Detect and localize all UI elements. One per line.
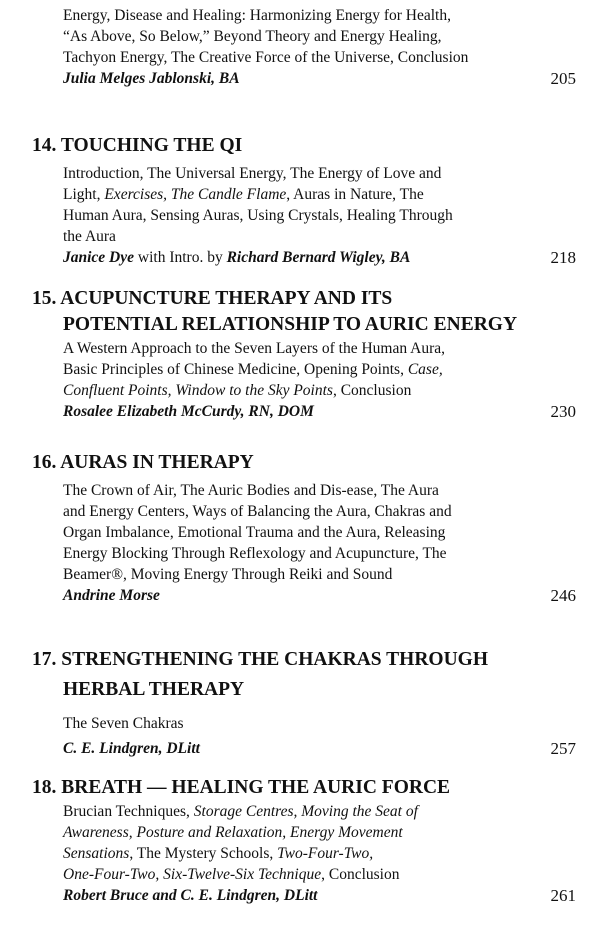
topic-list (0, 338, 518, 401)
page-number: 230 (550, 402, 576, 421)
chapter-heading (0, 645, 600, 675)
topic-line (63, 338, 518, 359)
topic-line (63, 822, 518, 843)
topic-text-italic: Storage Centres, Moving the Seat of (193, 803, 418, 820)
topic-line (63, 501, 518, 522)
topic-line (63, 359, 518, 380)
author-line (0, 885, 600, 906)
chapter-title: POTENTIAL RELATIONSHIP TO AURIC ENERGY (63, 314, 518, 335)
topic-line (63, 380, 518, 401)
toc-entry-17 (0, 645, 600, 759)
topic-line (63, 564, 518, 585)
toc-entry-continuation (0, 5, 600, 89)
author-line (0, 738, 600, 759)
topic-list (0, 5, 518, 68)
topic-text: Basic Principles of Chinese Medicine, Opening Points, (63, 361, 408, 378)
chapter-heading (0, 450, 600, 476)
author-name: Julia Melges Jablonski, BA (63, 70, 240, 87)
topic-line (63, 163, 518, 184)
topic-text: , Conclusion (332, 382, 412, 399)
chapter-title: STRENGTHENING THE CHAKRAS THROUGH (61, 649, 488, 670)
page-number: 261 (550, 886, 576, 905)
chapter-title: TOUCHING THE QI (60, 135, 243, 156)
chapter-number: 17. (32, 649, 57, 670)
topic-line (63, 205, 518, 226)
author-line (0, 585, 600, 606)
topic-list (0, 801, 518, 885)
topic-text: Introduction, The Universal Energy, The Energy of Love and (63, 165, 442, 182)
topic-text: , Auras in Nature, The (286, 186, 424, 203)
topic-text-italic: Two-Four-Two, (277, 845, 374, 862)
author-line (0, 68, 600, 89)
topic-text: “As Above, So Below,” Beyond Theory and Energy Healing, (63, 28, 442, 45)
topic-text-italic: Confluent Points, Window to the Sky Points (63, 382, 333, 399)
toc-entry-14 (0, 133, 600, 268)
author-name: Robert Bruce and C. E. Lindgren, DLitt (63, 887, 318, 904)
topic-list (0, 480, 518, 585)
topic-text: Brucian Techniques, (63, 803, 194, 820)
chapter-title: AURAS IN THERAPY (60, 452, 254, 473)
page-number: 205 (550, 69, 576, 88)
topic-line (63, 864, 518, 885)
topic-text-italic: Exercises, The Candle Flame (104, 186, 287, 203)
author-name: Rosalee Elizabeth McCurdy, RN, DOM (63, 403, 314, 420)
topic-text: , Conclusion (321, 866, 400, 883)
topic-line (63, 47, 518, 68)
topic-text: Energy Blocking Through Reflexology and Acupuncture, The (63, 545, 447, 562)
author-connector: with Intro. by (134, 249, 227, 266)
page-number: 246 (550, 586, 576, 605)
topic-line (63, 480, 518, 501)
author-name: C. E. Lindgren, DLitt (63, 740, 200, 757)
topic-list (0, 713, 518, 734)
chapter-heading-continued (0, 312, 600, 338)
topic-text: The Seven Chakras (63, 715, 184, 732)
author-line (0, 247, 600, 268)
topic-text-italic: Case, (407, 361, 443, 378)
topic-text-italic: Awareness, Posture and Relaxation, Energy Movement (63, 824, 403, 841)
chapter-number: 14. (32, 135, 57, 156)
topic-line (63, 843, 518, 864)
topic-line (63, 713, 518, 734)
topic-text-italic: One-Four-Two, Six-Twelve-Six Technique (63, 866, 322, 883)
chapter-heading (0, 133, 600, 159)
topic-text: the Aura (63, 228, 116, 245)
topic-text-italic: Sensations (63, 845, 130, 862)
chapter-heading-continued (0, 675, 600, 705)
topic-line (63, 543, 518, 564)
topic-list (0, 163, 518, 247)
topic-line (63, 184, 518, 205)
topic-line (63, 226, 518, 247)
chapter-number: 18. (32, 777, 57, 798)
topic-line (63, 26, 518, 47)
topic-line (63, 522, 518, 543)
chapter-number: 16. (32, 452, 57, 473)
topic-text: Light, (63, 186, 105, 203)
topic-text: Human Aura, Sensing Auras, Using Crystals, Healing Through (63, 207, 453, 224)
topic-text: Tachyon Energy, The Creative Force of the Universe, Conclusion (63, 49, 469, 66)
chapter-heading (0, 775, 600, 801)
topic-text: Energy, Disease and Healing: Harmonizing Energy for Health, (63, 7, 451, 24)
toc-entry-18 (0, 775, 600, 906)
author-name: Andrine Morse (63, 587, 160, 604)
topic-text: , The Mystery Schools, (129, 845, 278, 862)
author-line (0, 401, 600, 422)
topic-text: Organ Imbalance, Emotional Trauma and the Aura, Releasing (63, 524, 446, 541)
topic-line (63, 801, 518, 822)
topic-line (63, 5, 518, 26)
page-number: 218 (550, 248, 576, 267)
chapter-title: ACUPUNCTURE THERAPY AND ITS (60, 288, 393, 309)
chapter-title: HERBAL THERAPY (63, 679, 245, 700)
chapter-title: BREATH — HEALING THE AURIC FORCE (61, 777, 451, 798)
toc-entry-16 (0, 450, 600, 606)
toc-entry-15 (0, 286, 600, 422)
topic-text: Beamer®, Moving Energy Through Reiki and Sound (63, 566, 393, 583)
author-name: Richard Bernard Wigley, BA (226, 249, 411, 266)
chapter-number: 15. (32, 288, 57, 309)
topic-text: and Energy Centers, Ways of Balancing the Aura, Chakras and (63, 503, 452, 520)
topic-text: A Western Approach to the Seven Layers of the Human Aura, (63, 340, 445, 357)
author-name: Janice Dye (63, 249, 135, 266)
page-number: 257 (550, 739, 576, 758)
topic-text: The Crown of Air, The Auric Bodies and Dis-ease, The Aura (63, 482, 439, 499)
chapter-heading (0, 286, 600, 312)
